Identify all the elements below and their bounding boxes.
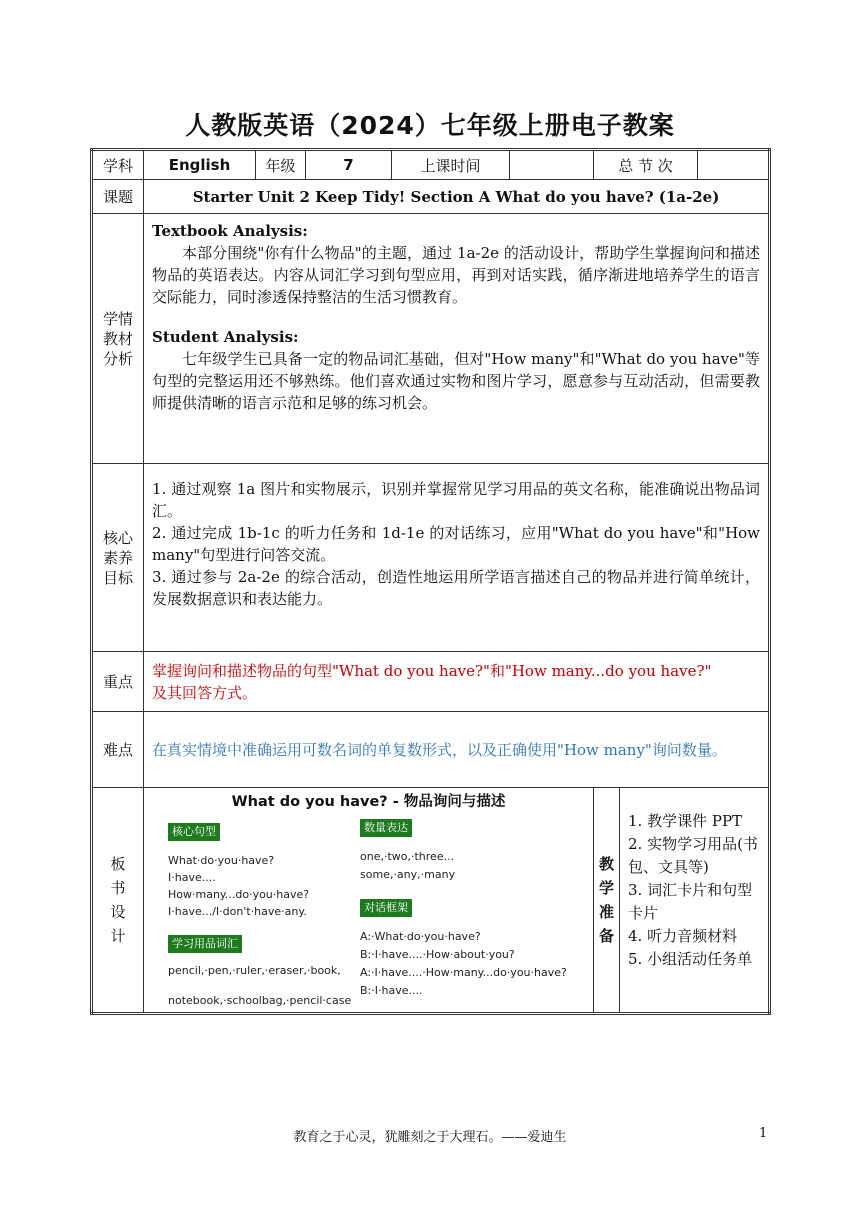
prep-item: 4. 听力音频材料 (628, 927, 738, 945)
goal-item: 2. 通过完成 1b-1c 的听力任务和 1d-1e 的对话练习，应用"What do you have"和"How many"句型进行问答交流。 (152, 524, 761, 564)
prep-label-line: 备 (598, 927, 614, 945)
dialog-line: B:·I·have....·How·about·you? (360, 948, 515, 961)
number-line: some,·any,·many (360, 868, 456, 881)
board-row (92, 788, 770, 1014)
analysis-label-line: 学情 (102, 309, 133, 328)
goals-label-line: 核心 (102, 528, 133, 547)
analysis-label-line: 教材 (102, 329, 133, 348)
prep-item: 2. 实物学习用品(书包、文具等) (628, 835, 758, 876)
prep-item: 3. 词汇卡片和句型卡片 (628, 881, 753, 922)
subject-label: 学科 (92, 150, 144, 180)
analysis-content (144, 214, 770, 464)
core-tag: 核心句型 (168, 823, 220, 841)
prep-label-line: 教 (598, 855, 614, 873)
dialog-tag: 对话框架 (360, 899, 412, 917)
number-line: one,·two,·three... (360, 850, 455, 863)
key-point-line: 掌握询问和描述物品的句型"What do you have?"和"How many...do you have?" (152, 661, 712, 680)
footer-quote: 教育之于心灵，犹雕刻之于大理石。——爱迪生 (293, 1130, 567, 1145)
time-value (510, 150, 594, 180)
board-label-line: 设 (110, 903, 126, 921)
board-title: What do you have? - 物品询问与描述 (231, 794, 506, 810)
core-line: I·have.... (168, 871, 216, 884)
goal-item: 3. 通过参与 2a-2e 的综合活动，创造性地运用所学语言描述自己的物品并进行简单统计，发展数据意识和表达能力。 (152, 568, 761, 608)
student-text: 七年级学生已具备一定的物品词汇基础，但对"How many"和"What do you have"等句型的完整运用还不够熟练。他们喜欢通过实物和图片学习，愿意参与互动活动，但需要教师提供清晰的语言示范和足够的练习机会。 (152, 350, 761, 412)
textbook-text: 本部分围绕"你有什么物品"的主题，通过 1a-2e 的活动设计，帮助学生掌握询问和描述物品的英语表达。内容从词汇学习到句型应用，再到对话实践，循序渐进地培养学生的语言交际能力，同时渗透保持整洁的生活习惯教育。 (152, 244, 761, 306)
board-label (92, 788, 144, 1014)
lesson-plan-table (90, 148, 771, 1015)
vocab-line: pencil,·pen,·ruler,·eraser,·book, (168, 964, 341, 977)
analysis-row (92, 214, 770, 464)
dialog-line: A:·I·have....·How·many...do·you·have? (360, 966, 567, 979)
goal-item: 1. 通过观察 1a 图片和实物展示，识别并掌握常见学习用品的英文名称，能准确说出物品词汇。 (152, 480, 761, 520)
goals-row (92, 464, 770, 652)
grade-label: 年级 (256, 150, 306, 180)
key-point-row (92, 652, 770, 712)
core-line: I·have.../I·don't·have·any. (168, 905, 307, 918)
analysis-label-line: 分析 (102, 349, 133, 368)
prep-label-line: 学 (598, 879, 614, 897)
difficulty-row (92, 712, 770, 788)
key-point-line: 及其回答方式。 (152, 683, 258, 702)
vocab-tag: 学习用品词汇 (168, 935, 242, 953)
board-label-line: 板 (110, 855, 126, 873)
board-image (144, 811, 593, 1011)
total-label: 总 节 次 (594, 150, 698, 180)
topic-row (92, 180, 770, 214)
analysis-label (92, 214, 144, 464)
total-value (698, 150, 770, 180)
prep-item: 1. 教学课件 PPT (628, 812, 743, 830)
key-point-label: 重点 (92, 652, 144, 712)
goals-label-line: 目标 (102, 568, 133, 587)
goals-label-line: 素养 (102, 548, 133, 567)
student-heading: Student Analysis: (152, 328, 299, 346)
topic-label: 课题 (92, 180, 144, 214)
prep-list (620, 788, 770, 1014)
board-label-line: 计 (110, 927, 126, 945)
core-line: What·do·you·have? (168, 854, 275, 867)
topic-value: Starter Unit 2 Keep Tidy! Section A What do you have? (1a-2e) (144, 180, 770, 214)
page-number: 1 (759, 1126, 768, 1141)
dialog-line: A:·What·do·you·have? (360, 930, 481, 943)
difficulty-content: 在真实情境中准确运用可数名词的单复数形式，以及正确使用"How many"询问数量。 (144, 712, 770, 788)
prep-item: 5. 小组活动任务单 (628, 950, 753, 968)
prep-label (594, 788, 620, 1014)
goals-label (92, 464, 144, 652)
page-title: 人教版英语（2024）七年级上册电子教案 (185, 111, 675, 140)
header-row (92, 150, 770, 180)
board-label-line: 书 (110, 879, 126, 897)
difficulty-label: 难点 (92, 712, 144, 788)
subject-value: English (144, 150, 256, 180)
time-label: 上课时间 (392, 150, 510, 180)
core-line: How·many...do·you·have? (168, 888, 310, 901)
board-design (144, 788, 594, 1014)
dialog-line: B:·I·have.... (360, 984, 423, 997)
prep-label-line: 准 (598, 903, 614, 921)
key-point-content (144, 652, 770, 712)
goals-content (144, 464, 770, 652)
textbook-heading: Textbook Analysis: (152, 222, 308, 240)
vocab-line: notebook,·schoolbag,·pencil·case (168, 994, 352, 1007)
number-tag: 数量表达 (360, 819, 412, 837)
grade-value: 7 (306, 150, 392, 180)
